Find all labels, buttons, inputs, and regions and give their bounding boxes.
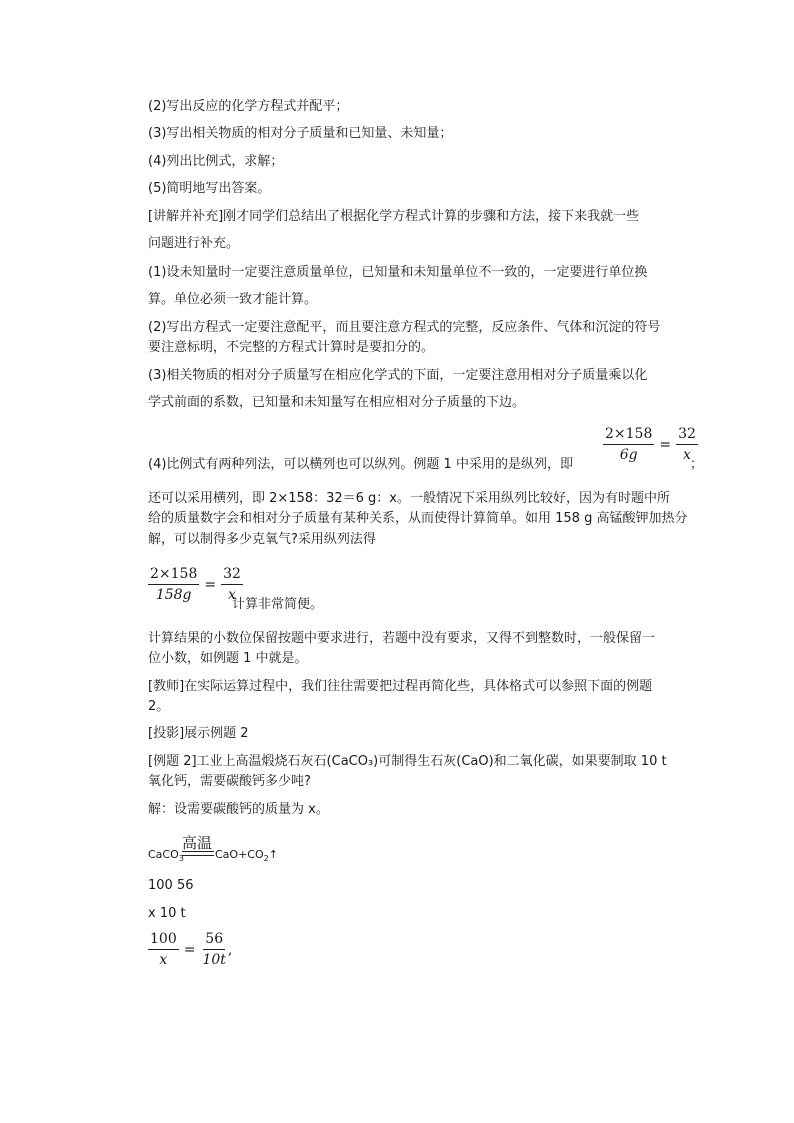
text-line: 问题进行补充。 (148, 236, 240, 251)
equals-sign: = (204, 576, 217, 593)
fraction-denominator: 6g (619, 447, 638, 463)
text-line: [投影]展示例题 2 (148, 726, 249, 741)
text-line: 2。 (148, 699, 170, 714)
fraction-denominator: x (228, 587, 236, 603)
text-line: 学式前面的系数，已知量和未知量写在相应相对分子质量的下边。 (148, 395, 526, 410)
text-line: (2)写出反应的化学方程式并配平； (148, 99, 349, 114)
text-line: (3)相关物质的相对分子质量写在相应化学式的下面，一定要注意用相对分子质量乘以化 (148, 368, 648, 383)
text-line: 解，可以制得多少克氧气?采用纵列法得 (148, 532, 376, 547)
text-line: 还可以采用横列，即 2×158：32＝6 g：x。一般情况下采用纵列比较好，因为有时题中所 (148, 491, 670, 506)
reaction-double-line (182, 851, 214, 856)
text-line: (4)比例式有两种列法，可以横列也可以纵列。例题 1 中采用的是纵列，即 (148, 457, 573, 472)
equals-sign: = (183, 941, 196, 958)
trailing-comma: , (227, 941, 233, 958)
text-line: 位小数，如例题 1 中就是。 (148, 651, 308, 666)
chemical-equation-reactant: CaCO$_3$ (148, 848, 184, 864)
fraction-denominator: 10t (202, 952, 226, 968)
proportion-fraction-3 (148, 931, 232, 968)
text-line: 氧化钙，需要碳酸钙多少吨? (148, 774, 311, 789)
chemical-equation-products: $CaO+CO_2↑$ (215, 848, 278, 864)
text-line: (2)写出方程式一定要注意配平，而且要注意方程式的完整，反应条件、气体和沉淀的符号 (148, 320, 661, 335)
fraction-denominator: x (159, 952, 168, 968)
text-line: 解：设需要碳酸钙的质量为 x。 (148, 802, 329, 817)
fraction-denominator: 158g (155, 587, 192, 603)
text-line: 算。单位必须一致才能计算。 (148, 292, 318, 307)
fraction-numerator: 56 (203, 931, 225, 950)
gas-arrow-icon: ↑ (268, 848, 278, 861)
fraction-numerator: 32 (676, 426, 698, 445)
fraction-numerator: 100 (148, 931, 179, 950)
fraction-numerator: 2×158 (148, 566, 199, 585)
proportion-fraction-2 (148, 566, 243, 603)
text-line: (3)写出相关物质的相对分子质量和已知量、未知量； (148, 126, 453, 141)
text-line: [教师]在实际运算过程中，我们往往需要把过程再简化些，具体格式可以参照下面的例题 (148, 679, 653, 694)
text-line: x 10 t (148, 906, 186, 921)
fraction-denominator: x (683, 447, 691, 463)
fraction-numerator: 2×158 (603, 426, 654, 445)
fraction-numerator: 32 (221, 566, 243, 585)
text-line: (1)设未知量时一定要注意质量单位，已知量和未知量单位不一致的，一定要进行单位换 (148, 265, 648, 280)
text-line: (4)列出比例式，求解； (148, 154, 284, 169)
text-line: (5)简明地写出答案。 (148, 181, 271, 196)
text-line: 给的质量数字会和相对分子质量有某种关系，从而使得计算简单。如用 158 g 高锰酸钾加热分 (148, 511, 688, 526)
reaction-condition: 高温 (182, 834, 213, 852)
equals-sign: = (659, 436, 672, 453)
proportion-fraction-1 (603, 426, 698, 463)
text-line: 计算结果的小数位保留按题中要求进行，若题中没有要求，又得不到整数时，一般保留一 (148, 631, 656, 646)
text-line: [例题 2]工业上高温煅烧石灰石(CaCO₃)可制得生石灰(CaO)和二氧化碳，如果要制取 10 t (148, 754, 667, 769)
text-line: [讲解并补充]刚才同学们总结出了根据化学方程式计算的步骤和方法，接下来我就一些 (148, 209, 640, 224)
text-line: 100 56 (148, 878, 194, 893)
text-line: 要注意标明，不完整的方程式计算时是要扣分的。 (148, 340, 435, 355)
punctuation: ； (690, 457, 704, 472)
text-line: 计算非常简便。 (232, 597, 324, 612)
